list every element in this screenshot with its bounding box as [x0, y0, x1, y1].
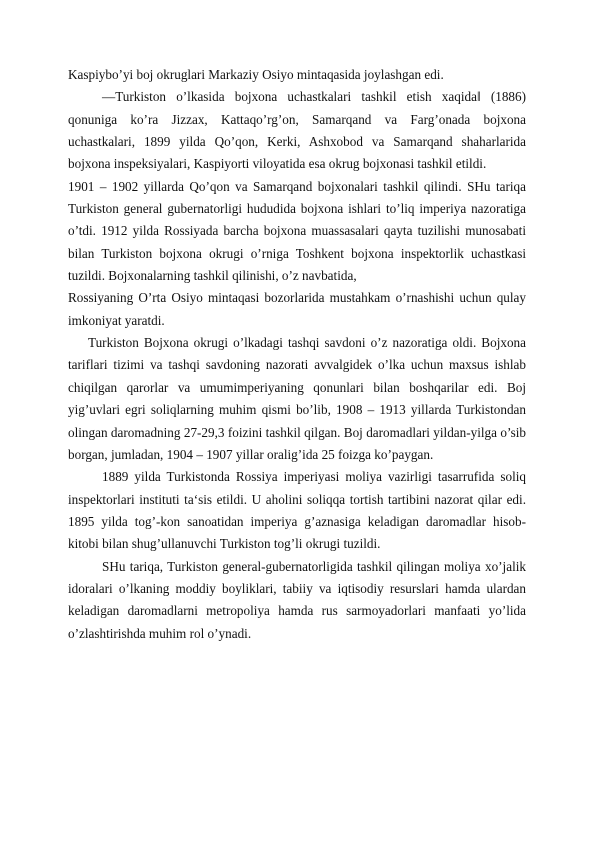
paragraph-5: Turkiston Bojxona okrugi o’lkadagi tashqi savdoni o’z nazoratiga oldi. Bojxona tariflari tizimi va tashqi savdoning nazorati avvalgidek o’lka uchun maxsus ishlab chiqilgan qarorlar va umumimperiyaning qonunlari bilan boshqarilar edi. Boj yig’uvlari egri soliqlarning muhim qismi bo’lib, 1908 – 1913 yillarda Turkistondan olingan daromadning 27-29,3 foizini tashkil qilgan. Boj daromadlari yildan-yilga o’sib borgan, jumladan, 1904 – 1907 yillar oralig’ida 25 foizga ko’paygan.: [68, 335, 526, 462]
paragraph-2: ―Turkiston o’lkasida bojxona uchastkalari tashkil etish xaqida‖ (1886) qonuniga ko’ra Jizzax, Kattaqo’rg’on, Samarqand va Farg’onada bojxona uchastkalari, 1899 yilda Qo’qon, Kerki, Ashxobod va Samarqand shaharlarida bojxona inspeksiyalari, Kaspiyorti viloyatida esa okrug bojxonasi tashkil etildi.: [68, 89, 526, 172]
paragraph-6: 1889 yilda Turkistonda Rossiya imperiyasi moliya vazirligi tasarrufida soliq inspektorlari instituti ta‘sis etildi. U aholini soliqqa tortish tartibini nazorat qilar edi. 1895 yilda tog’-kon sanoatidan imperiya g’aznasiga keladigan daromadlar hisob-kitobi bilan shug’ullanuvchi Turkiston tog’li okrugi tuzildi.: [68, 469, 526, 552]
paragraph-3: 1901 – 1902 yillarda Qo’qon va Samarqand bojxonalari tashkil qilindi. SHu tariqa Turkiston general gubernatorligi hududida bojxona ishlari to’liq imperiya nazoratiga o’tdi. 1912 yilda Rossiyada barcha bojxona muassasalari qayta tuzilishi munosabati bilan Turkiston bojxona okrugi o’rniga Toshkent bojxona inspektorlik uchastkasi tuzildi. Bojxonalarning tashkil qilinishi, o’z navbatida,: [68, 178, 526, 284]
body-text: [68, 64, 526, 645]
paragraph-7: SHu tariqa, Turkiston general-gubernatorligida tashkil qilingan moliya xo’jalik idoralari o’lkaning moddiy boyliklari, tabiiy va iqtisodiy resurslari hamda ulardan keladigan daromadlarni metropoliya hamda rus sarmoyadorlari manfaati yo’lida o’zlashtirishda muhim rol o’ynadi.: [68, 558, 526, 641]
paragraph-1: Kaspiybo’yi boj okruglari Markaziy Osiyo mintaqasida joylashgan edi.: [68, 67, 444, 82]
paragraph-4: Rossiyaning O’rta Osiyo mintaqasi bozorlarida mustahkam o’rnashishi uchun qulay imkoniyat yaratdi.: [68, 290, 526, 328]
